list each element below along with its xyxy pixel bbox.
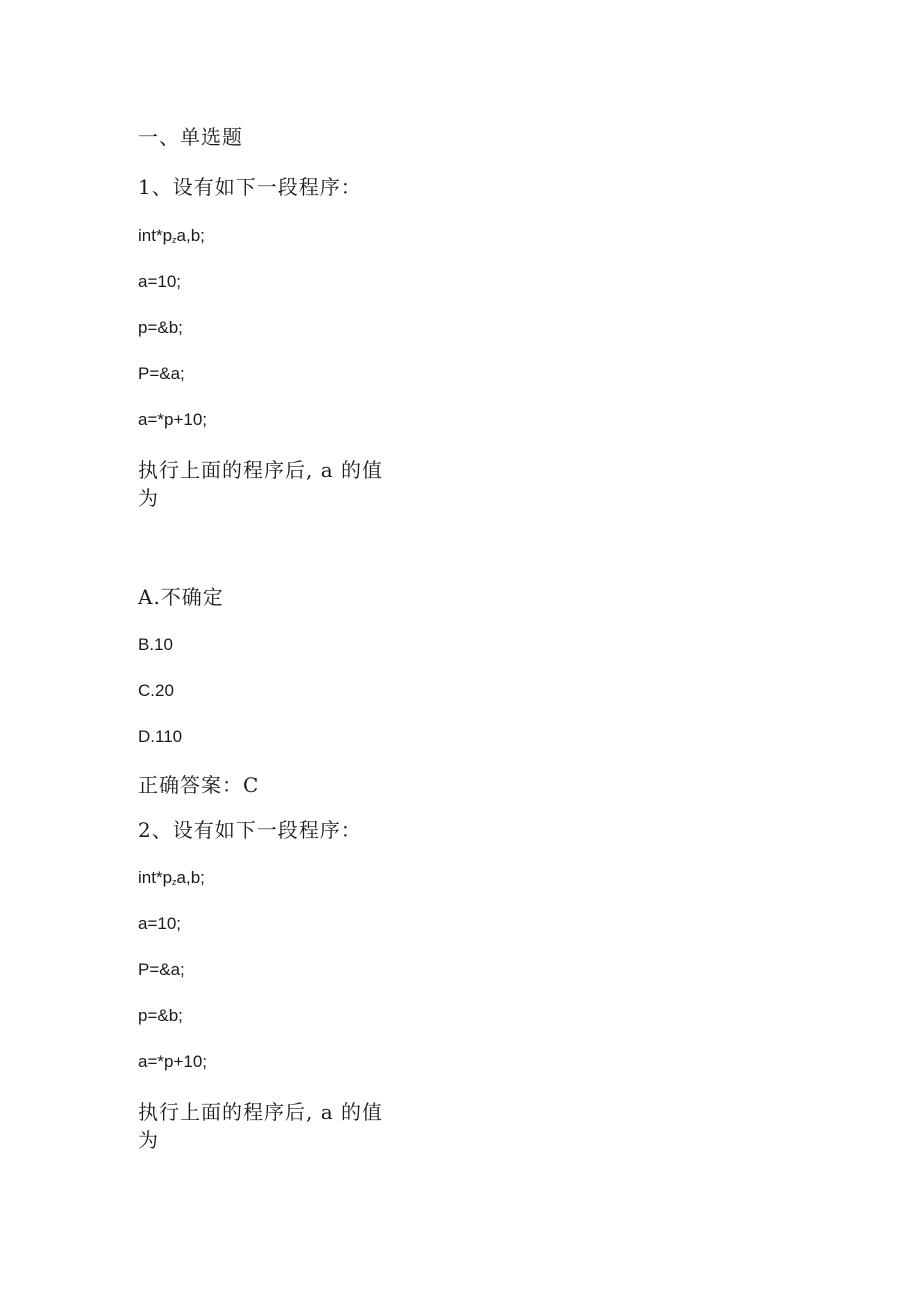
question-2-code-line: p=&b; (138, 1006, 183, 1025)
section-title: 一、单选题 (138, 125, 243, 149)
code-decl-subscript: z (172, 877, 177, 887)
question-1-code-line: a=*p+10; (138, 410, 208, 429)
question-2-prompt: 执行上面的程序后, a 的值为 (138, 1100, 383, 1152)
code-decl-prefix: int*p (138, 226, 173, 245)
question-1-title: 1、设有如下一段程序： (138, 175, 362, 199)
question-1-answer: 正确答案：C (138, 773, 260, 797)
code-decl-prefix: int*p (138, 868, 173, 887)
question-2-code-line: P=&a; (138, 960, 185, 979)
code-decl-suffix: a,b; (176, 226, 205, 245)
question-1-option-c: C.20 (138, 681, 174, 700)
question-2-code-declaration (138, 869, 205, 887)
question-2-code-line: a=10; (138, 914, 182, 933)
code-decl-suffix: a,b; (176, 868, 205, 887)
question-1-option-a: A.不确定 (138, 585, 224, 609)
question-1-option-b: B.10 (138, 635, 173, 654)
question-2-title: 2、设有如下一段程序： (138, 818, 362, 842)
question-1-code-line: P=&a; (138, 364, 185, 383)
question-2-code-line: a=*p+10; (138, 1052, 208, 1071)
question-1-prompt: 执行上面的程序后, a 的值为 (138, 458, 383, 510)
question-1-code-line: p=&b; (138, 318, 183, 337)
question-1-option-d: D.110 (138, 727, 183, 746)
code-decl-subscript: z (172, 235, 177, 245)
question-1-code-declaration (138, 227, 205, 245)
question-1-code-line: a=10; (138, 272, 182, 291)
